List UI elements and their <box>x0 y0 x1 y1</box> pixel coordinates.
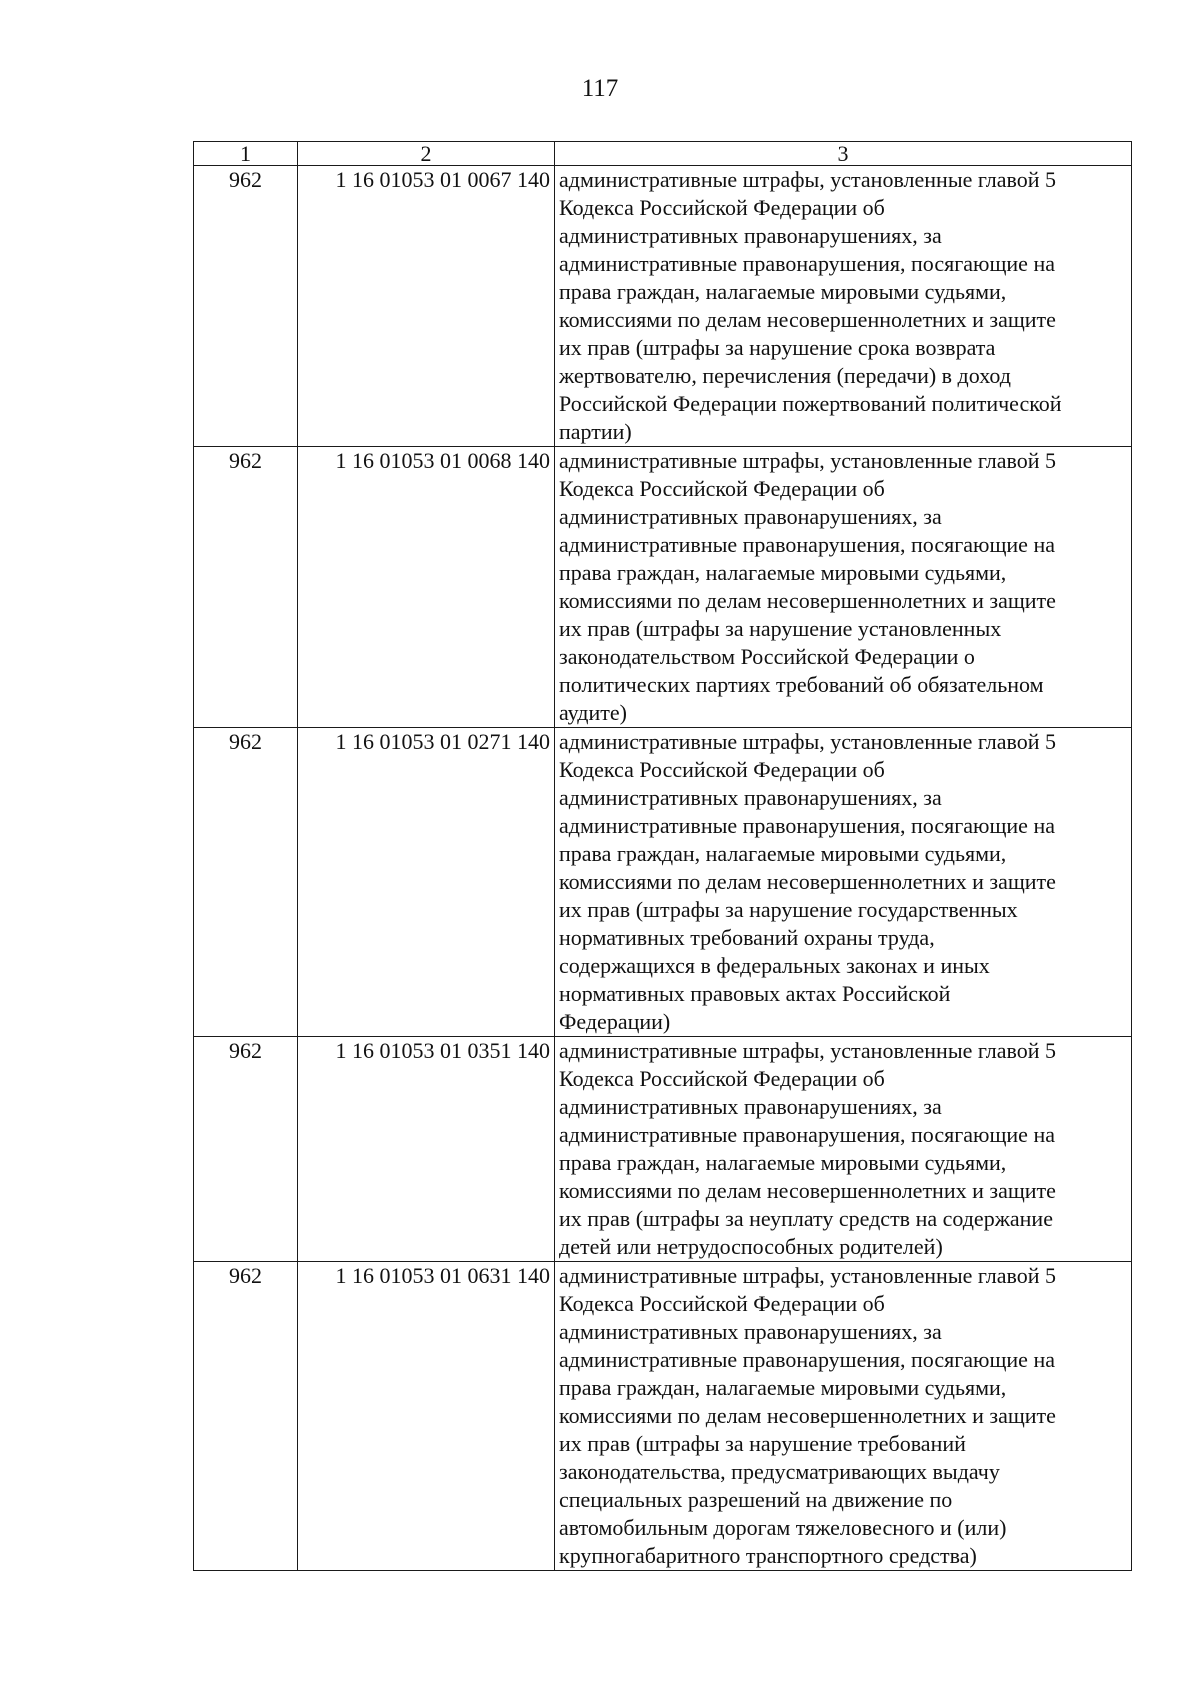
description-line: комиссиями по делам несовершеннолетних и защите <box>559 307 1056 332</box>
description-cell <box>555 166 1132 447</box>
description-line: административные штрафы, установленные главой 5 <box>559 729 1057 754</box>
table-row <box>194 1262 1132 1571</box>
description-line: права граждан, налагаемые мировыми судьями, <box>559 560 1007 585</box>
admin-code-cell: 962 <box>194 1262 298 1571</box>
kbk-code-cell: 1 16 01053 01 0631 140 <box>298 1262 555 1571</box>
description-line: Кодекса Российской Федерации об <box>559 1291 885 1316</box>
header-col-1: 1 <box>194 142 298 166</box>
kbk-code-cell: 1 16 01053 01 0068 140 <box>298 447 555 728</box>
description-line: их прав (штрафы за нарушение требований <box>559 1431 966 1456</box>
description-line: комиссиями по делам несовершеннолетних и защите <box>559 1178 1056 1203</box>
description-line: политических партиях требований об обязательном <box>559 672 1044 697</box>
description-line: их прав (штрафы за нарушение срока возврата <box>559 335 996 360</box>
header-row <box>194 142 1132 166</box>
admin-code-cell: 962 <box>194 166 298 447</box>
description-line: административные правонарушения, посягающие на <box>559 251 1055 276</box>
description-line: крупногабаритного транспортного средства) <box>559 1543 977 1568</box>
description-line: административные правонарушения, посягающие на <box>559 1347 1055 1372</box>
table-header <box>194 142 1132 166</box>
description-line: административные правонарушения, посягающие на <box>559 532 1055 557</box>
table-row <box>194 166 1132 447</box>
description-line: административных правонарушениях, за <box>559 785 942 810</box>
description-line: законодательства, предусматривающих выдачу <box>559 1459 1000 1484</box>
description-line: законодательством Российской Федерации о <box>559 644 975 669</box>
description-line: комиссиями по делам несовершеннолетних и защите <box>559 869 1056 894</box>
page-number: 117 <box>581 75 619 102</box>
budget-codes-table <box>193 141 1132 1571</box>
description-cell <box>555 728 1132 1037</box>
description-line: административные правонарушения, посягающие на <box>559 1122 1055 1147</box>
kbk-code-cell: 1 16 01053 01 0351 140 <box>298 1037 555 1262</box>
description-line: права граждан, налагаемые мировыми судьями, <box>559 841 1007 866</box>
kbk-code-cell: 1 16 01053 01 0067 140 <box>298 166 555 447</box>
description-line: автомобильным дорогам тяжеловесного и (или) <box>559 1515 1007 1540</box>
description-line: административных правонарушениях, за <box>559 504 942 529</box>
description-line: Кодекса Российской Федерации об <box>559 195 885 220</box>
admin-code-cell: 962 <box>194 728 298 1037</box>
description-line: права граждан, налагаемые мировыми судьями, <box>559 279 1007 304</box>
admin-code-cell: 962 <box>194 447 298 728</box>
description-cell <box>555 1037 1132 1262</box>
table-row <box>194 728 1132 1037</box>
description-cell <box>555 447 1132 728</box>
description-line: административных правонарушениях, за <box>559 1094 942 1119</box>
description-line: права граждан, налагаемые мировыми судьями, <box>559 1375 1007 1400</box>
table-row <box>194 1037 1132 1262</box>
table-body <box>194 166 1132 1571</box>
description-line: административных правонарушениях, за <box>559 1319 942 1344</box>
description-line: административные штрафы, установленные главой 5 <box>559 448 1057 473</box>
description-line: административных правонарушениях, за <box>559 223 942 248</box>
description-line: аудите) <box>559 700 627 725</box>
description-line: нормативных правовых актах Российской <box>559 981 951 1006</box>
header-col-2: 2 <box>298 142 555 166</box>
description-line: Федерации) <box>559 1009 671 1034</box>
table-row <box>194 447 1132 728</box>
description-line: комиссиями по делам несовершеннолетних и защите <box>559 588 1056 613</box>
description-cell <box>555 1262 1132 1571</box>
description-line: их прав (штрафы за неуплату средств на содержание <box>559 1206 1053 1231</box>
description-line: их прав (штрафы за нарушение государственных <box>559 897 1018 922</box>
description-line: содержащихся в федеральных законах и иных <box>559 953 990 978</box>
description-line: детей или нетрудоспособных родителей) <box>559 1234 943 1259</box>
description-line: нормативных требований охраны труда, <box>559 925 935 950</box>
description-line: специальных разрешений на движение по <box>559 1487 953 1512</box>
description-line: Кодекса Российской Федерации об <box>559 476 885 501</box>
kbk-code-cell: 1 16 01053 01 0271 140 <box>298 728 555 1037</box>
description-line: Кодекса Российской Федерации об <box>559 1066 885 1091</box>
description-line: их прав (штрафы за нарушение установленных <box>559 616 1002 641</box>
description-line: комиссиями по делам несовершеннолетних и защите <box>559 1403 1056 1428</box>
description-line: административные штрафы, установленные главой 5 <box>559 1038 1057 1063</box>
description-line: административные штрафы, установленные главой 5 <box>559 167 1057 192</box>
description-line: жертвователю, перечисления (передачи) в доход <box>559 363 1011 388</box>
description-line: партии) <box>559 419 632 444</box>
description-line: административные правонарушения, посягающие на <box>559 813 1055 838</box>
description-line: административные штрафы, установленные главой 5 <box>559 1263 1057 1288</box>
description-line: Кодекса Российской Федерации об <box>559 757 885 782</box>
description-line: Российской Федерации пожертвований политической <box>559 391 1062 416</box>
header-col-3: 3 <box>555 142 1132 166</box>
admin-code-cell: 962 <box>194 1037 298 1262</box>
description-line: права граждан, налагаемые мировыми судьями, <box>559 1150 1007 1175</box>
